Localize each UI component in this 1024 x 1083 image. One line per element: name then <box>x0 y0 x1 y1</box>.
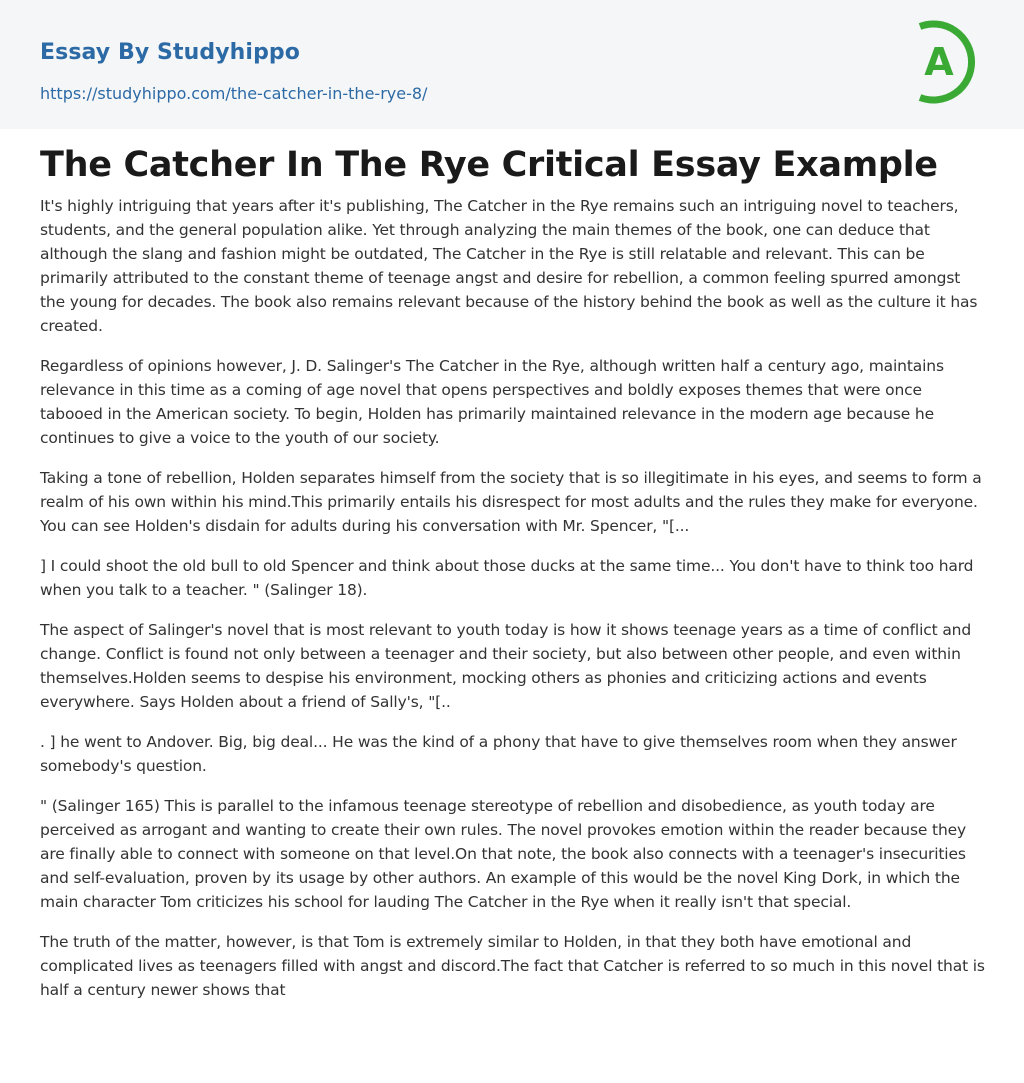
essay-paragraph: The aspect of Salinger's novel that is most relevant to youth today is how it shows teenage years as a time of conflict and change. Conflict is found not only between a teenager and their society, but also between other people, and even within themselves.Holden seems to despise his environment, mocking others as phonies and criticizing actions and events everywhere. Says Holden about a friend of Sally's, "[.. <box>40 621 972 711</box>
essay-paragraph: " (Salinger 165) This is parallel to the infamous teenage stereotype of rebellion and disobedience, as youth today are perceived as arrogant and wanting to create their own rules. The novel provokes emotion within the reader because they are finally able to connect with someone on that level.On that note, the book also connects with a teenager's insecurities and self-evaluation, proven by its usage by other authors. An example of this would be the novel King Dork, in which the main character Tom criticizes his school for lauding The Catcher in the Rye when it really isn't that special. <box>40 797 967 911</box>
essay-paragraph: The truth of the matter, however, is that Tom is extremely similar to Holden, in that they both have emotional and complicated lives as teenagers filled with angst and discord.The fact that Catcher is referred to so much in this novel that is half a century newer shows that <box>40 933 985 999</box>
site-header <box>0 0 1024 129</box>
essay-url-link[interactable]: https://studyhippo.com/the-catcher-in-the-rye-8/ <box>40 84 428 103</box>
studyhippo-logo-icon[interactable] <box>906 18 986 106</box>
site-brand[interactable]: Essay By Studyhippo <box>40 40 300 65</box>
essay-paragraph: Regardless of opinions however, J. D. Salinger's The Catcher in the Rye, although written half a century ago, maintains relevance in this time as a coming of age novel that opens perspectives and boldly exposes themes that were once tabooed in the American society. To begin, Holden has primarily maintained relevance in the modern age because he continues to give a voice to the youth of our society. <box>40 357 944 447</box>
essay-title: The Catcher In The Rye Critical Essay Example <box>40 145 938 185</box>
logo-letter: A <box>924 40 954 84</box>
essay-paragraph: It's highly intriguing that years after it's publishing, The Catcher in the Rye remains such an intriguing novel to teachers, students, and the general population alike. Yet through analyzing the main themes of the book, one can deduce that although the slang and fashion might be outdated, The Catcher in the Rye is still relatable and relevant. This can be primarily attributed to the constant theme of teenage angst and desire for rebellion, a common feeling spurred amongst the young for decades. The book also remains relevant because of the history behind the book as well as the culture it has created. <box>40 197 978 335</box>
essay-paragraph: ] I could shoot the old bull to old Spencer and think about those ducks at the same time... You don't have to think too hard when you talk to a teacher. " (Salinger 18). <box>40 557 974 599</box>
essay-paragraph: Taking a tone of rebellion, Holden separates himself from the society that is so illegitimate in his eyes, and seems to form a realm of his own within his mind.This primarily entails his disrespect for most adults and the rules they make for everyone. You can see Holden's disdain for adults during his conversation with Mr. Spencer, "[... <box>40 469 982 535</box>
essay-paragraph: . ] he went to Andover. Big, big deal... He was the kind of a phony that have to give themselves room when they answer somebody's question. <box>40 733 957 775</box>
essay-body <box>40 194 988 1018</box>
